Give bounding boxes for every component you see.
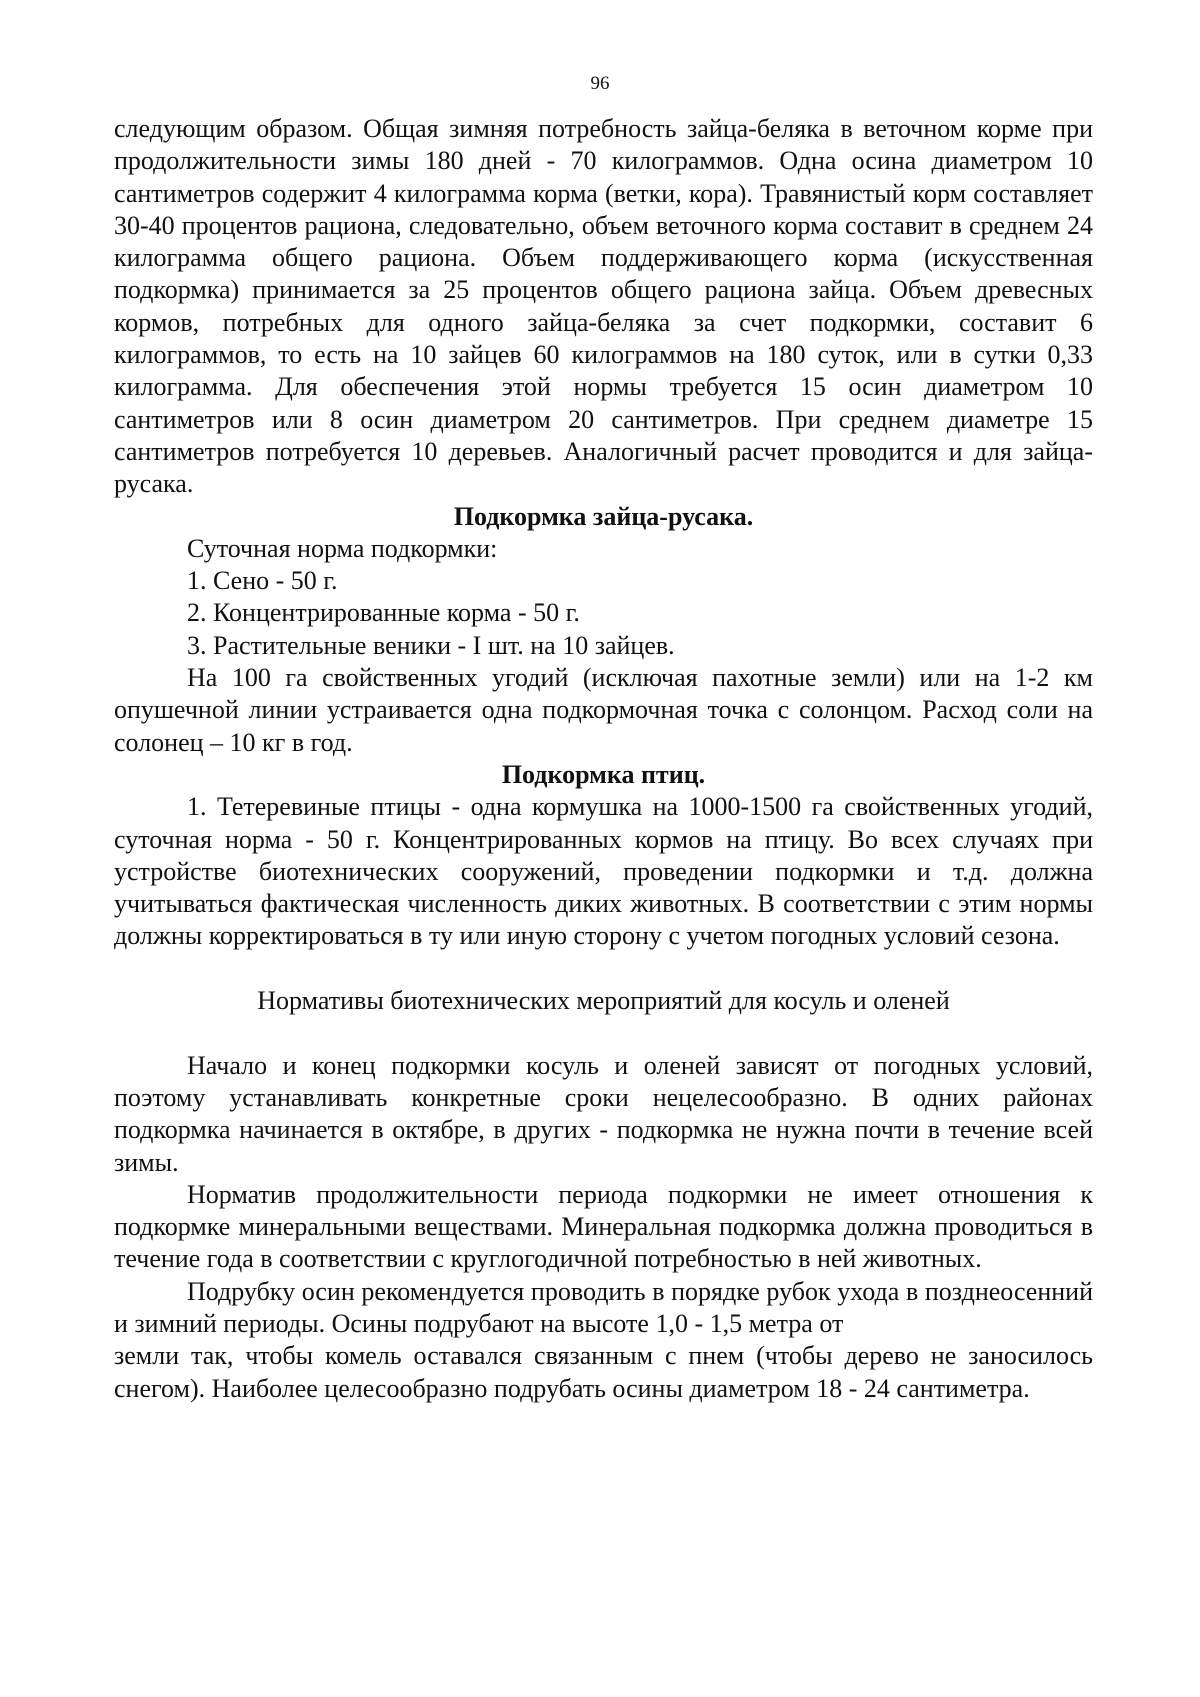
list-item-brooms: 3. Растительные веники - I шт. на 10 зайцев.: [187, 630, 675, 660]
list-item-concentrates: 2. Концентрированные корма - 50 г.: [187, 598, 580, 628]
heading-hare-feeding: Подкормка зайца-русака.: [453, 501, 754, 531]
paragraph-hare-calculation: следующим образом. Общая зимняя потребность зайца-беляка в веточном корме при продолжительности зимы 180 дней - 70 килограммов. Одна осина диаметром 10 сантиметров содержит 4 килограмма корма (ветки, кора). Травянистый корм составляет 30-40 процентов рациона, следовательно, объем веточного корма составит в среднем 24 килограмма общего рациона. Объем поддерживающего корма (искусственная подкормка) принимается за 25 процентов общего рациона зайца. Объем древесных кормов, потребных для одного зайца-беляка за счет подкормки, составит 6 килограммов, то есть на 10 зайцев 60 килограммов на 180 суток, или в сутки 0,33 килограмма. Для обеспечения этой нормы требуется 15 осин диаметром 10 сантиметров или 8 осин диаметром 20 сантиметров. При среднем диаметре 15 сантиметров потребуется 10 деревьев. Аналогичный расчет проводится и для зайца-русака.: [114, 114, 1093, 499]
paragraph-deer-mineral: Норматив продолжительности периода подкормки не имеет отношения к подкормке минеральными веществами. Минеральная подкормка должна проводиться в течение года в соответствии с круглогодичной потребностью в ней животных.: [114, 1179, 1093, 1274]
daily-norm-label: Суточная норма подкормки:: [187, 533, 498, 563]
heading-bird-feeding: Подкормка птиц.: [501, 759, 706, 789]
list-item-hay: 1. Сено - 50 г.: [187, 566, 338, 596]
paragraph-salt-lick: На 100 га свойственных угодий (исключая пахотные земли) или на 1-2 км опушечной линии устраивается одна подкормочная точка с солонцом. Расход соли на солонец – 10 кг в год.: [114, 663, 1093, 757]
spacer: [114, 953, 1093, 985]
page-number: 96: [590, 73, 610, 94]
body-text: [114, 113, 1093, 1405]
heading-deer-norms: Нормативы биотехнических мероприятий для косуль и оленей: [257, 986, 950, 1016]
paragraph-deer-aspen-a: Подрубку осин рекомендуется проводить в порядке рубок ухода в позднеосенний и зимний периоды. Осины подрубают на высоте 1,0 - 1,5 метра от: [114, 1276, 1093, 1338]
paragraph-birds: 1. Тетеревиные птицы - одна кормушка на 1000-1500 га свойственных угодий, суточная норма - 50 г. Концентрированных кормов на птицу. Во всех случаях при устройстве биотехнических сооружений, проведении подкормки и т.д. должна учитываться фактическая численность диких животных. В соответствии с этим нормы должны корректироваться в ту или иную сторону с учетом погодных условий сезона.: [114, 792, 1093, 951]
paragraph-deer-start: Начало и конец подкормки косуль и оленей зависят от погодных условий, поэтому устанавливать конкретные сроки нецелесообразно. В одних районах подкормка начинается в октябре, в других - подкормка не нужна почти в течение всей зимы.: [114, 1050, 1093, 1177]
spacer: [114, 1017, 1093, 1049]
paragraph-deer-aspen-b: земли так, чтобы комель оставался связанным с пнем (чтобы дерево не заносилось снегом). Наиболее целесообразно подрубать осины диаметром 18 - 24 сантиметра.: [114, 1341, 1093, 1403]
